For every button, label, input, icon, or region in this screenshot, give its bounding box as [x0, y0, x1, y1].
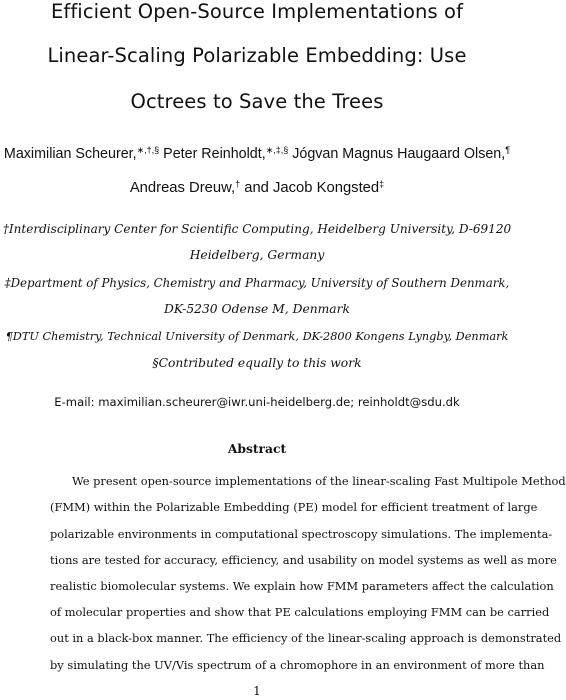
author-reinholdt: Peter Reinholdt,	[159, 146, 266, 162]
affiliation-line-3: ‡Department of Physics, Chemistry and Pharmacy, University of Southern Denmark,	[4, 276, 510, 290]
title-line-3: Octrees to Save the Trees	[130, 90, 384, 113]
abstract-heading: Abstract	[227, 441, 287, 456]
abstract-line-4: tions are tested for accuracy, efficiency, and usability on model systems as well as more	[50, 553, 557, 567]
page-number: 1	[253, 684, 261, 698]
affiliation-line-4: DK-5230 Odense M, Denmark	[164, 302, 350, 316]
author-line-2	[0, 180, 514, 196]
author-olsen: Jógvan Magnus Haugaard Olsen,	[288, 146, 506, 162]
affiliation-line-6: §Contributed equally to this work	[152, 356, 362, 370]
abstract-line-1: We present open-source implementations of the linear-scaling Fast Multipole Method	[72, 474, 566, 488]
author-line-1	[0, 146, 514, 162]
author-kongsted-marks: ‡	[379, 178, 385, 189]
affiliation-line-2: Heidelberg, Germany	[189, 248, 325, 262]
author-dreuw: Andreas Dreuw,	[129, 180, 236, 196]
author-olsen-marks: ¶	[505, 144, 511, 155]
abstract-line-7: out in a black-box manner. The efficiency of the linear-scaling approach is demonstrated	[50, 631, 562, 645]
abstract-line-8: by simulating the UV/Vis spectrum of a chromophore in an environment of more than	[50, 658, 545, 672]
author-scheurer-marks: ∗,†,§	[136, 144, 160, 155]
title-line-2: Linear-Scaling Polarizable Embedding: Use	[47, 44, 467, 67]
abstract-line-2: (FMM) within the Polarizable Embedding (PE) model for efficient treatment of large	[50, 500, 538, 514]
title-line-1: Efficient Open-Source Implementations of	[50, 0, 464, 23]
affiliation-line-1: †Interdisciplinary Center for Scientific Computing, Heidelberg University, D-69120	[2, 222, 512, 236]
author-scheurer: Maximilian Scheurer,	[3, 146, 137, 162]
affiliation-line-5: ¶DTU Chemistry, Technical University of Denmark, DK-2800 Kongens Lyngby, Denmark	[5, 330, 509, 343]
author-kongsted: and Jacob Kongsted	[240, 180, 380, 196]
abstract-line-5: realistic biomolecular systems. We explain how FMM parameters affect the calculation	[50, 579, 554, 593]
author-dreuw-marks: †	[235, 178, 241, 189]
email-line: E-mail: maximilian.scheurer@iwr.uni-heidelberg.de; reinholdt@sdu.dk	[54, 395, 460, 409]
abstract-line-3: polarizable environments in computational spectroscopy simulations. The implementa-	[50, 527, 553, 541]
author-reinholdt-marks: ∗,‡,§	[265, 144, 289, 155]
abstract-line-6: of molecular properties and show that PE calculations employing FMM can be carried	[50, 605, 550, 619]
